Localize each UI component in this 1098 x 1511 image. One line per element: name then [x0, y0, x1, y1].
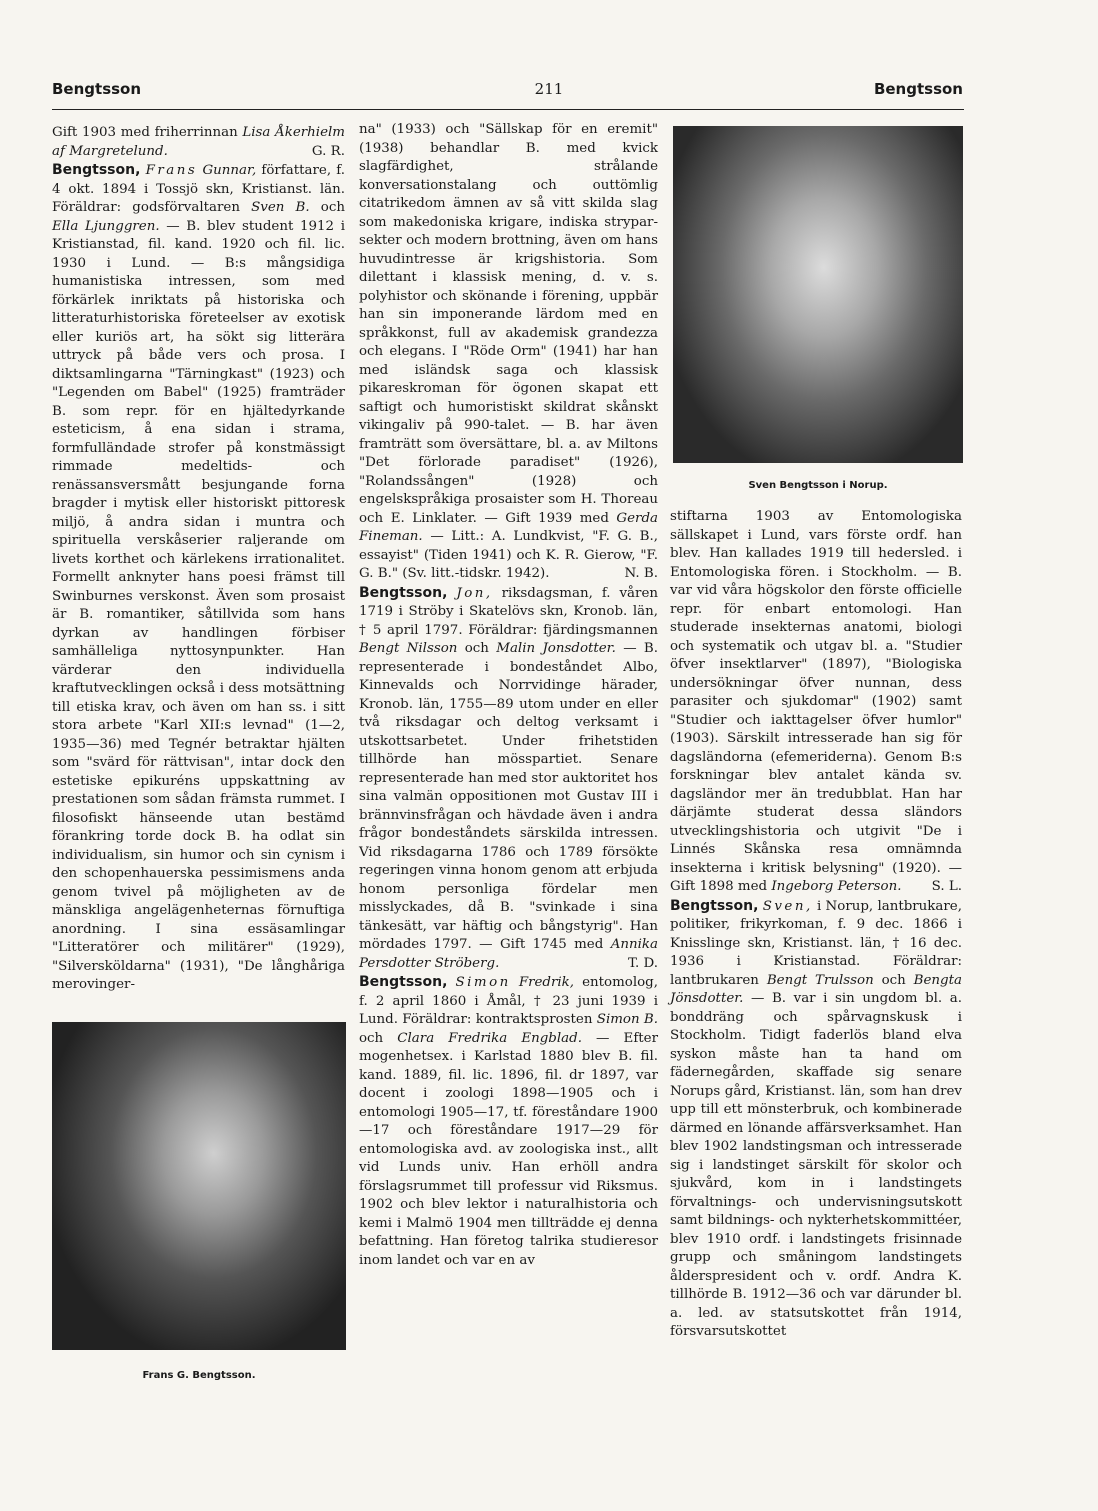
column-right: [670, 508, 962, 1342]
entry-continuation: stiftarna 1903 av Entomologiska sällskapet i Lund, vars förste ordf. han blev. Han kallades 1919 till hedersled. i Entomologiska fören. i Stockholm. — B. var vid våra högskolor den förste officielle repr. för enbart entomologi. Han studerade insekternas anatomi, biologi och systematik och utgav bl. a. "Studier öfver insektlarver" (1897), "Biologiska undersökningar öfver nunnan, dess parasiter och sjukdomar" (1902) samt "Studier och iakttagelser öfver humlor" (1903). Särskilt intresserade han sig för dagsländorna (efemeriderna). Genom B:s forskningar blev antalet kända sv. dagsländor mer än tredubblat. Han har därjämte studerat dessa sländors utvecklingshistoria och utgivit "De i Linnés Skånska resa omnämnda insekterna i kritisk belysning" (1920). — Gift 1898 med Ingeborg Peterson. S. L.: [670, 508, 962, 897]
author-signature: N. B.: [624, 566, 658, 581]
entry-headword: Bengtsson,: [52, 162, 141, 178]
column-middle: [359, 121, 658, 1270]
portrait-photo-sven: [673, 126, 963, 463]
author-signature: T. D.: [628, 955, 658, 971]
entry-headword: Bengtsson,: [359, 974, 448, 990]
entry-simon-fredrik: Bengtsson, Simon Fredrik, entomolog, f. 2 april 1860 i Åmål, † 23 juni 1939 i Lund. Föräldrar: kontraktsprosten Simon B. och Clara Fredrika Engblad. — Efter mogenhetsex. i Karlstad 1880 blev B. fil. kand. 1889, fil. lic. 1896, fil. dr 1897, var docent i zoologi 1898—1905 och i entomologi 1905—17, tf. föreståndare 1900—17 och föreståndare 1917—29 för entomologiska avd. av zoologiska inst., allt vid Lunds univ. Han erhöll andra förslagsrummet till professur vid Riksmus. 1902 och blev lektor i naturalhistoria och kemi i Malmö 1904 men tillträdde ej denna befattning. Han företog talrika studieresor inom landet och var en av: [359, 974, 659, 1268]
photo-caption: Sven Bengtsson i Norup.: [748, 480, 888, 491]
header-rule: [52, 109, 964, 110]
entry-headword: Bengtsson,: [670, 897, 759, 914]
entry-continuation: na" (1933) och "Sällskap för en eremit" (1938) behandlar B. med kvick slagfärdighet, strålande konversationstalang och outtömlig citatrikedom ämnen av så vitt skilda slag som makedoniska krigare, indiska strypar-sekter och modern brottning, även om hans huvudintresse är krigshistoria. Som dilettant i klassisk mening, d. v. s. polyhistor och skönande i förening, uppbär han sin imponerande lärdom med en språkkonst, full av akademisk grandezza och elegans. I "Röde Orm" (1941) har han med isländsk saga och klassisk pikareskroman för ögonen skapat ett saftigt och humoristiskt skildrat skånskt vikingaliv på 990-talet. — B. har även framträtt som översättare, bl. a. av Miltons "Det förlorade paradiset" (1926), "Rolandssången" (1928) och engelskspråkiga prosaister som H. Thoreau och E. Linklater. — Gift 1939 med Gerda Fineman. — Litt.: A. Lundkvist, "F. G. B., essayist" (Tiden 1941) och K. R. Gierow, "F. G. B." (Sv. litt.-tidskr. 1942). N. B.: [359, 121, 658, 584]
entry-sven: Bengtsson, Sven, i Norup, lantbrukare, politiker, frikyrkoman, f. 9 dec. 1866 i Knisslinge skn, Kristianst. län, † 16 dec. 1936 i Kristianstad. Föräldrar: lantbrukaren Bengt Trulsson och Bengta Jönsdotter. — B. var i sin ungdom bl. a. bonddräng och spårvagnskusk i Stockholm. Tidigt faderlös bland elva syskon måste han ta hand om fädernegården, skaffade sig senare Norups gård, Kristianst. län, som han drev upp till ett mönsterbruk, och kombinerade därmed en lönande affärsverksamhet. Han blev 1902 landstingsman och intresserade sig i landstinget särskilt för skolor och sjukvård, kom in i landstingets förvaltnings- och undervisningsutskott samt bildnings- och nykterhetskommittéer, blev 1910 ordf. i landstingets frisinnade grupp och småningom landstingets ålderspresident och v. ordf. Andra K. tillhörde B. 1912—36 och var därunder bl. a. led. av statsutskottet från 1914, försvarsutskottet: [670, 897, 962, 1339]
author-signature: S. L.: [931, 879, 962, 894]
entry-headword: Bengtsson,: [359, 584, 448, 601]
running-head-right: Bengtsson: [873, 80, 963, 98]
photo-caption: Frans G. Bengtsson.: [142, 1370, 256, 1381]
entry-frans-gunnar: Bengtsson, Frans Gunnar, författare, f. 4 okt. 1894 i Tossjö skn, Kristianst. län. Föräldrar: godsförvaltaren Sven B. och Ella Ljunggren. — B. blev student 1912 i Kristianstad, fil. kand. 1920 och fil. lic. 1930 i Lund. — B:s mångsidiga humanistiska intressen, som med förkärlek inriktats på historiska och litteraturhistoriska företeelser av exotisk eller kuriös art, ha sökt sig litterära uttryck på både vers och prosa. I diktsamlingarna "Tärningkast" (1923) och "Legenden om Babel" (1925) framträder B. som repr. för en hjältedyrkande esteticism, å ena sidan i strama, formfulländade strofer på konstmässigt rimmade medeltids- och renässansversmått besjungande forna bragder i mytisk eller historiskt pittoresk miljö, å andra sidan i muntra och spirituella verskåserier raljerande om livets korthet och kärlekens irrationalitet. Formellt anknyter hans poesi främst till Swinburnes verskonst. Även som prosaist är B. romantiker, såtillvida som hans dyrkan av handlingen förbiser samhälleliga nyttosynpunkter. Han värderar den individuella kraftutvecklingen också i dess motsättning till etiska krav, och även om han ss. i sitt stora arbete "Karl XII:s levnad" (1—2, 1935—36) med Tegnér betraktar hjälten som "svärd för rättvisan", intar dock den estetiske epikuréns uppskattning av prestationen som sådan främsta rummet. I filosofiskt hänseende utan bestämd förankring torde dock B. ha odlat sin individualism, sin humor och sin cynism i den schopenhauerska pessimismens anda genom tvivel på möjligheten av de mänskliga angelägenheternas förnuftiga anordning. I sina essäsamlingar "Litteratörer och militärer" (1929), "Silversköldarna" (1931), "De långhåriga merovinger-: [52, 162, 345, 992]
entry-tail: Gift 1903 med friherrinnan Lisa Åkerhielm af Margretelund. G. R.: [52, 124, 345, 161]
portrait-photo-frans: [52, 1022, 346, 1350]
column-left: [52, 124, 345, 995]
entry-jon: Bengtsson, Jon, riksdagsman, f. våren 1719 i Ströby i Skatelövs skn, Kronob. län, † 5 april 1797. Föräldrar: fjärdingsmannen Bengt Nilsson och Malin Jonsdotter. — B. representerade i bondeståndet Albo, Kinnevalds och Norrvidinge härader, Kronob. län, 1755—89 utom under en eller två riksdagar och deltog verksamt i utskottsarbetet. Under frihetstiden tillhörde han mösspartiet. Senare representerade han med stor auktoritet hos sina valmän oppositionen mot Gustav III i brännvinsfrågan och hävdade även i andra frågor bondeståndets särskilda intressen. Vid riksdagarna 1786 och 1789 försökte regeringen vinna honom genom att erbjuda honom personliga fördelar men misslyckades, då B. "svinkade i sina tänkesätt, var häftig och bångstyrig". Han mördades 1797. — Gift 1745 med Annika Persdotter Ströberg. T. D.: [359, 584, 658, 974]
running-head-left: Bengtsson: [52, 80, 142, 98]
page-number: 211: [534, 80, 564, 98]
author-signature: G. R.: [311, 143, 345, 159]
